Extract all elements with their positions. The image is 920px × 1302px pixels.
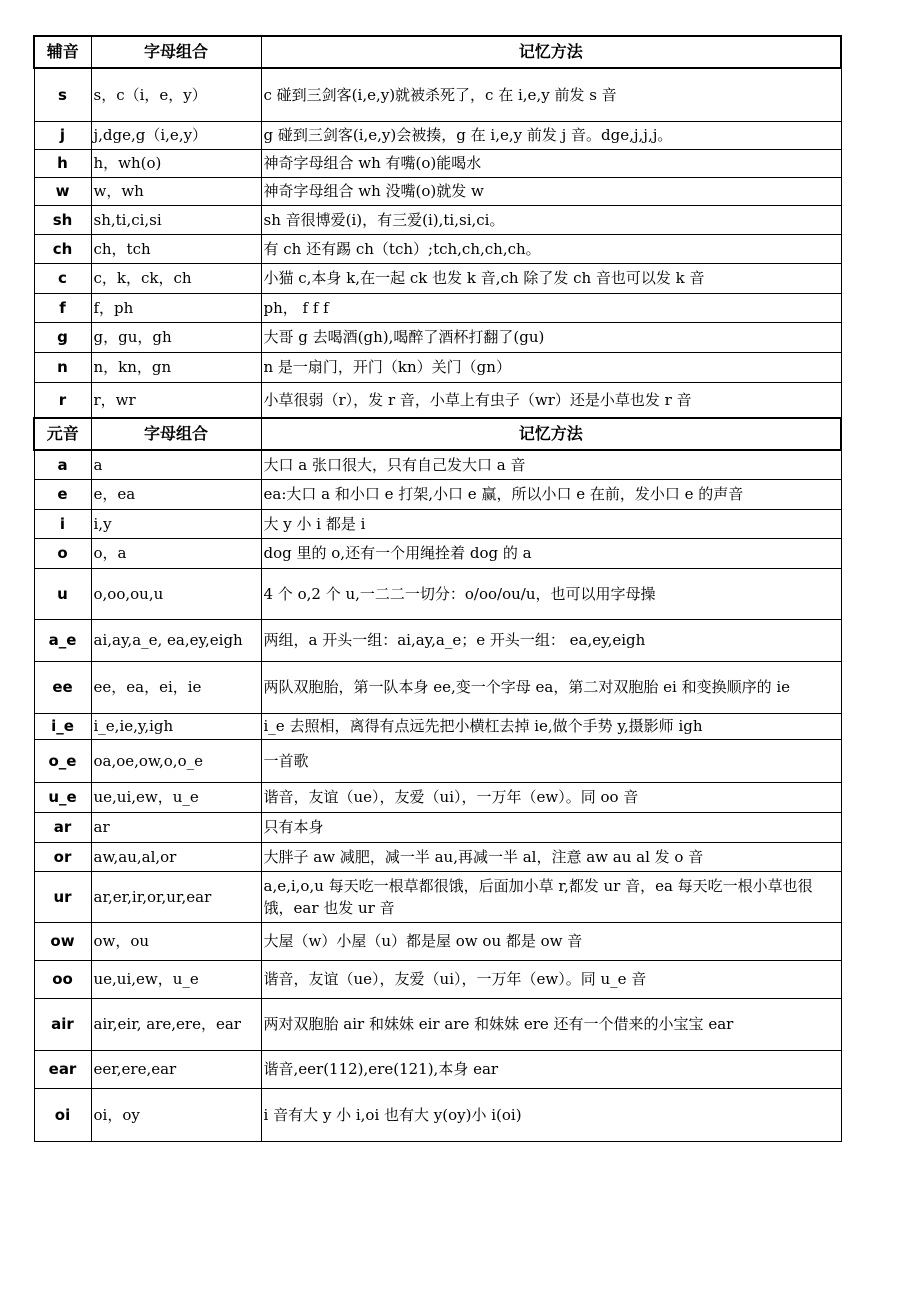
cell-symbol: h	[34, 149, 91, 177]
cell-symbol: ar	[34, 812, 91, 842]
cell-combo: i_e,ie,y,igh	[91, 713, 261, 739]
cell-memo: i_e 去照相，离得有点远先把小横杠去掉 ie,做个手势 y,摄影师 igh	[261, 713, 841, 739]
cell-memo: 两队双胞胎，第一队本身 ee,变一个字母 ea，第二对双胞胎 ei 和变换顺序的 ie	[261, 661, 841, 713]
cell-combo: f，ph	[91, 293, 261, 322]
table-row	[34, 782, 841, 812]
table-row	[34, 322, 841, 352]
cell-combo: j,dge,g（i,e,y）	[91, 121, 261, 149]
cell-memo: 大口 a 张口很大，只有自己发大口 a 音	[261, 450, 841, 479]
cell-memo: 谐音，友谊（ue），友爱（ui），一万年（ew）。同 oo 音	[261, 782, 841, 812]
cell-combo: h，wh(o)	[91, 149, 261, 177]
table-row	[34, 960, 841, 998]
cell-symbol: a	[34, 450, 91, 479]
cell-combo: eer,ere,ear	[91, 1050, 261, 1088]
table-row	[34, 509, 841, 538]
table-row	[34, 661, 841, 713]
header-memo: 记忆方法	[261, 418, 841, 450]
cell-memo: sh 音很博爱(i)，有三爱(i),ti,si,ci。	[261, 205, 841, 234]
cell-memo: 大胖子 aw 减肥，减一半 au,再减一半 al，注意 aw au al 发 o 音	[261, 842, 841, 871]
cell-combo: ar	[91, 812, 261, 842]
table-row	[34, 619, 841, 661]
cell-combo: oi，oy	[91, 1088, 261, 1141]
cell-symbol: f	[34, 293, 91, 322]
cell-memo: a,e,i,o,u 每天吃一根草都很饿，后面加小草 r,都发 ur 音，ea 每天吃一根小草也很饿，ear 也发 ur 音	[261, 871, 841, 922]
cell-combo: air,eir, are,ere，ear	[91, 998, 261, 1050]
cell-memo: 小草很弱（r），发 r 音，小草上有虫子（wr）还是小草也发 r 音	[261, 382, 841, 418]
phonics-table	[33, 35, 842, 1142]
table-row	[34, 1088, 841, 1141]
cell-symbol: ow	[34, 922, 91, 960]
cell-symbol: u_e	[34, 782, 91, 812]
phonics-table-body	[34, 36, 841, 1141]
table-row	[34, 177, 841, 205]
cell-memo: ea:大口 a 和小口 e 打架,小口 e 赢，所以小口 e 在前，发小口 e 的声音	[261, 479, 841, 509]
cell-symbol: a_e	[34, 619, 91, 661]
header-combo: 字母组合	[91, 418, 261, 450]
cell-combo: ch，tch	[91, 234, 261, 263]
cell-memo: 两组，a 开头一组：ai,ay,a_e；e 开头一组： ea,ey,eigh	[261, 619, 841, 661]
cell-memo: 神奇字母组合 wh 有嘴(o)能喝水	[261, 149, 841, 177]
cell-symbol: w	[34, 177, 91, 205]
table-row	[34, 234, 841, 263]
cell-symbol: o	[34, 538, 91, 568]
cell-combo: n，kn，gn	[91, 352, 261, 382]
cell-memo: 谐音，友谊（ue），友爱（ui），一万年（ew）。同 u_e 音	[261, 960, 841, 998]
cell-symbol: g	[34, 322, 91, 352]
table-row	[34, 205, 841, 234]
cell-combo: s，c（i，e，y）	[91, 68, 261, 121]
header-memo: 记忆方法	[261, 36, 841, 68]
table-row	[34, 812, 841, 842]
table-row	[34, 871, 841, 922]
cell-combo: g，gu，gh	[91, 322, 261, 352]
cell-combo: e，ea	[91, 479, 261, 509]
cell-memo: n 是一扇门，开门（kn）关门（gn）	[261, 352, 841, 382]
cell-memo: i 音有大 y 小 i,oi 也有大 y(oy)小 i(oi)	[261, 1088, 841, 1141]
table-row	[34, 1050, 841, 1088]
table-row	[34, 568, 841, 619]
cell-memo: 谐音,eer(112),ere(121),本身 ear	[261, 1050, 841, 1088]
table-row	[34, 922, 841, 960]
table-row	[34, 263, 841, 293]
cell-symbol: ear	[34, 1050, 91, 1088]
cell-symbol: u	[34, 568, 91, 619]
cell-symbol: oi	[34, 1088, 91, 1141]
cell-combo: w，wh	[91, 177, 261, 205]
cell-symbol: i	[34, 509, 91, 538]
cell-combo: r，wr	[91, 382, 261, 418]
cell-memo: 神奇字母组合 wh 没嘴(o)就发 w	[261, 177, 841, 205]
cell-memo: g 碰到三剑客(i,e,y)会被揍，g 在 i,e,y 前发 j 音。dge,j,j,j。	[261, 121, 841, 149]
cell-symbol: i_e	[34, 713, 91, 739]
table-row	[34, 293, 841, 322]
cell-memo: 大哥 g 去喝酒(gh),喝醉了酒杯打翻了(gu)	[261, 322, 841, 352]
cell-memo: dog 里的 o,还有一个用绳拴着 dog 的 a	[261, 538, 841, 568]
cell-symbol: ee	[34, 661, 91, 713]
cell-combo: aw,au,al,or	[91, 842, 261, 871]
cell-symbol: sh	[34, 205, 91, 234]
header-combo: 字母组合	[91, 36, 261, 68]
vowels-header-row	[34, 418, 841, 450]
cell-combo: o，a	[91, 538, 261, 568]
cell-combo: ue,ui,ew，u_e	[91, 782, 261, 812]
cell-memo: 4 个 o,2 个 u,一二二一切分：o/oo/ou/u，也可以用字母操	[261, 568, 841, 619]
cell-memo: c 碰到三剑客(i,e,y)就被杀死了，c 在 i,e,y 前发 s 音	[261, 68, 841, 121]
header-symbol: 辅音	[34, 36, 91, 68]
table-row	[34, 739, 841, 782]
cell-memo: 大屋（w）小屋（u）都是屋 ow ou 都是 ow 音	[261, 922, 841, 960]
header-symbol: 元音	[34, 418, 91, 450]
cell-combo: ow，ou	[91, 922, 261, 960]
cell-combo: a	[91, 450, 261, 479]
cell-combo: ai,ay,a_e, ea,ey,eigh	[91, 619, 261, 661]
table-row	[34, 450, 841, 479]
cell-combo: ee，ea，ei，ie	[91, 661, 261, 713]
table-row	[34, 842, 841, 871]
table-row	[34, 479, 841, 509]
cell-symbol: r	[34, 382, 91, 418]
table-row	[34, 713, 841, 739]
table-row	[34, 998, 841, 1050]
cell-symbol: o_e	[34, 739, 91, 782]
cell-combo: o,oo,ou,u	[91, 568, 261, 619]
cell-combo: ar,er,ir,or,ur,ear	[91, 871, 261, 922]
cell-symbol: c	[34, 263, 91, 293]
cell-memo: 两对双胞胎 air 和妹妹 eir are 和妹妹 ere 还有一个借来的小宝宝 ear	[261, 998, 841, 1050]
cell-symbol: oo	[34, 960, 91, 998]
cell-symbol: s	[34, 68, 91, 121]
table-row	[34, 121, 841, 149]
cell-memo: 大 y 小 i 都是 i	[261, 509, 841, 538]
cell-memo: ph， f f f	[261, 293, 841, 322]
table-row	[34, 68, 841, 121]
cell-combo: c，k，ck，ch	[91, 263, 261, 293]
table-row	[34, 149, 841, 177]
table-row	[34, 382, 841, 418]
cell-memo: 一首歌	[261, 739, 841, 782]
cell-memo: 小猫 c,本身 k,在一起 ck 也发 k 音,ch 除了发 ch 音也可以发 k 音	[261, 263, 841, 293]
cell-symbol: j	[34, 121, 91, 149]
cell-memo: 只有本身	[261, 812, 841, 842]
cell-symbol: e	[34, 479, 91, 509]
cell-symbol: n	[34, 352, 91, 382]
consonants-header-row	[34, 36, 841, 68]
cell-combo: oa,oe,ow,o,o_e	[91, 739, 261, 782]
cell-symbol: air	[34, 998, 91, 1050]
cell-symbol: ur	[34, 871, 91, 922]
cell-symbol: or	[34, 842, 91, 871]
cell-combo: sh,ti,ci,si	[91, 205, 261, 234]
cell-memo: 有 ch 还有踢 ch（tch）;tch,ch,ch,ch。	[261, 234, 841, 263]
cell-combo: ue,ui,ew，u_e	[91, 960, 261, 998]
cell-symbol: ch	[34, 234, 91, 263]
table-row	[34, 352, 841, 382]
cell-combo: i,y	[91, 509, 261, 538]
table-row	[34, 538, 841, 568]
